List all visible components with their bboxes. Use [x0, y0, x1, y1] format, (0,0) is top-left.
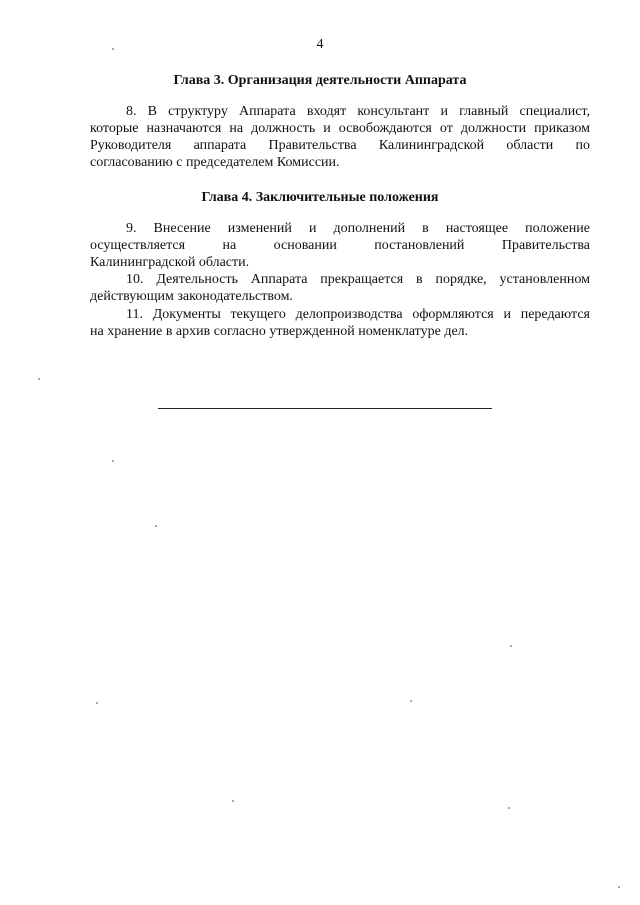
chapter-3-heading: Глава 3. Организация деятельности Аппарата: [173, 73, 467, 88]
scan-speck: [112, 48, 114, 50]
scan-speck: [510, 645, 512, 647]
chapter-4-heading: Глава 4. Заключительные положения: [201, 190, 439, 205]
word: порядке,: [435, 272, 487, 287]
word: Внесение: [153, 221, 211, 236]
word: В: [147, 104, 157, 119]
word: и: [308, 221, 317, 236]
scan-speck: [410, 700, 412, 702]
word: прекращается: [320, 272, 404, 287]
word: Документы: [152, 307, 221, 322]
word: освобождаются: [338, 121, 432, 136]
word: от: [439, 121, 453, 136]
paragraph-9-line-1: [90, 220, 590, 237]
paragraph-10: [90, 271, 590, 305]
scan-speck: [155, 525, 157, 527]
paragraph-10-line-2: действующим законодательством.: [90, 289, 293, 304]
scan-speck: [112, 460, 114, 462]
word: назначаются: [146, 121, 222, 136]
page-number: 4: [316, 37, 324, 52]
word: Руководителя: [90, 138, 172, 153]
word: на: [229, 121, 244, 136]
word: положение: [525, 221, 590, 236]
scan-speck: [618, 886, 620, 888]
word: постановлений: [374, 238, 465, 253]
word: на: [222, 238, 237, 253]
word: и: [440, 104, 448, 119]
word: которые: [90, 121, 139, 136]
word: области: [506, 138, 554, 153]
paragraph-11-line-1: [90, 306, 590, 323]
word: 10.: [126, 272, 144, 287]
scan-speck: [232, 800, 234, 802]
word: Правительства: [268, 138, 357, 153]
word: Калининградской: [378, 138, 485, 153]
word: в: [422, 221, 429, 236]
word: делопроизводства: [295, 307, 403, 322]
paragraph-8-line-3: [90, 137, 590, 154]
word: изменений: [227, 221, 292, 236]
word: установленном: [499, 272, 590, 287]
paragraph-11: [90, 306, 590, 340]
word: аппарата: [193, 138, 247, 153]
word: передаются: [520, 307, 590, 322]
scan-speck: [96, 702, 98, 704]
word: должность: [251, 121, 316, 136]
word: текущего: [230, 307, 286, 322]
paragraph-8-line-4: согласованию с председателем Комиссии.: [90, 155, 340, 170]
word: оформляются: [412, 307, 494, 322]
paragraph-9-line-2: [90, 237, 590, 254]
word: консультант: [357, 104, 430, 119]
word: настоящее: [445, 221, 509, 236]
paragraph-8-line-1: [90, 103, 590, 120]
word: входят: [306, 104, 347, 119]
word: дополнений: [333, 221, 406, 236]
word: и: [323, 121, 331, 136]
paragraph-11-line-2: на хранение в архив согласно утвержденной номенклатуре дел.: [90, 324, 469, 339]
word: Аппарата: [250, 272, 308, 287]
word: в: [416, 272, 423, 287]
word: 11.: [126, 307, 143, 322]
paragraph-10-line-1: [90, 271, 590, 288]
word: 9.: [126, 221, 137, 236]
word: приказом: [534, 121, 590, 136]
paragraph-8-line-2: [90, 120, 590, 137]
word: основании: [273, 238, 337, 253]
word: должности: [460, 121, 527, 136]
word: специалист,: [519, 104, 590, 119]
scan-speck: [38, 378, 40, 380]
word: структуру: [168, 104, 228, 119]
word: Аппарата: [239, 104, 296, 119]
paragraph-9: [90, 220, 590, 271]
word: 8.: [126, 104, 137, 119]
word: Правительства: [501, 238, 590, 253]
paragraph-9-line-3: Калининградской области.: [90, 255, 250, 270]
word: осуществляется: [90, 238, 186, 253]
paragraph-8: [90, 103, 590, 171]
scan-speck: [508, 807, 510, 809]
end-separator-line: [158, 408, 492, 409]
word: Деятельность: [156, 272, 238, 287]
word: по: [575, 138, 590, 153]
word: главный: [459, 104, 509, 119]
word: и: [503, 307, 511, 322]
